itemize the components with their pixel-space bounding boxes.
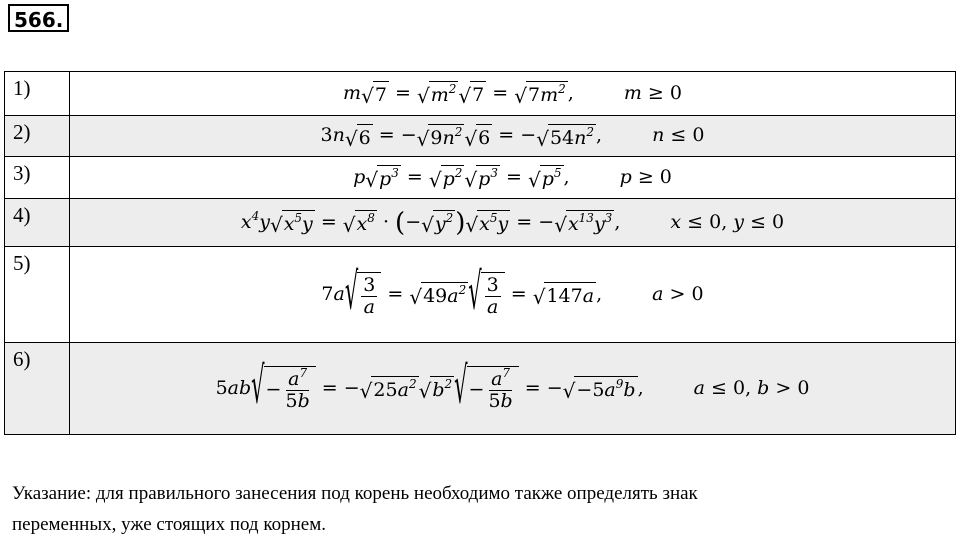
row-number: 2) <box>5 116 70 157</box>
table-row <box>5 116 956 157</box>
hint-text <box>12 478 952 540</box>
row-number: 1) <box>5 72 70 116</box>
table-row <box>5 157 956 199</box>
math-expression: 3n √ 6 = − √ $9n^2$ √ 6 = − √ $54n^2$ , n ≤ 0 <box>320 124 705 151</box>
math-expression: 5ab √ − $\frac{a^7}{5b}$ = − √ $25a^2$ √ $b^2$ √ − $\frac{a^7}{5b}$ = − √ $-5a^9b$ , a ≤ 0, b > 0 <box>215 356 810 414</box>
table-row <box>5 343 956 435</box>
problem-number: 566. <box>8 4 69 32</box>
row-expression <box>70 247 956 343</box>
row-number: 5) <box>5 247 70 343</box>
math-expression: 7a √ $\frac{3}{a}$ = √ $49a^2$ √ $\frac{3}{a}$ = √ 147a , a > 0 <box>321 262 704 320</box>
table-row <box>5 247 956 343</box>
row-number: 6) <box>5 343 70 435</box>
math-expression: m √ 7 = √ $m^2$ √ 7 = √ $7m^2$ , m ≥ 0 <box>343 81 682 108</box>
row-expression <box>70 157 956 199</box>
row-expression <box>70 72 956 116</box>
table-row <box>5 72 956 116</box>
row-expression <box>70 116 956 157</box>
math-expression: p √ $p^3$ = √ $p^2$ √ $p^3$ = √ $p^5$ , p ≥ 0 <box>353 165 672 192</box>
row-number: 3) <box>5 157 70 199</box>
solutions-table <box>4 71 956 435</box>
math-expression: $x^4y$ √ $x^5y$ = √ $x^8$ · (− √ $y^2$ ) √ $x^5y$ = − √ $x^{13}y^3$ , x ≤ 0, y ≤ 0 <box>240 207 785 238</box>
row-expression <box>70 199 956 247</box>
row-number: 4) <box>5 199 70 247</box>
hint-line: Указание: для правильного занесения под корень необходимо также определять знак <box>12 483 698 504</box>
row-expression <box>70 343 956 435</box>
hint-line: переменных, уже стоящих под корнем. <box>12 514 326 535</box>
